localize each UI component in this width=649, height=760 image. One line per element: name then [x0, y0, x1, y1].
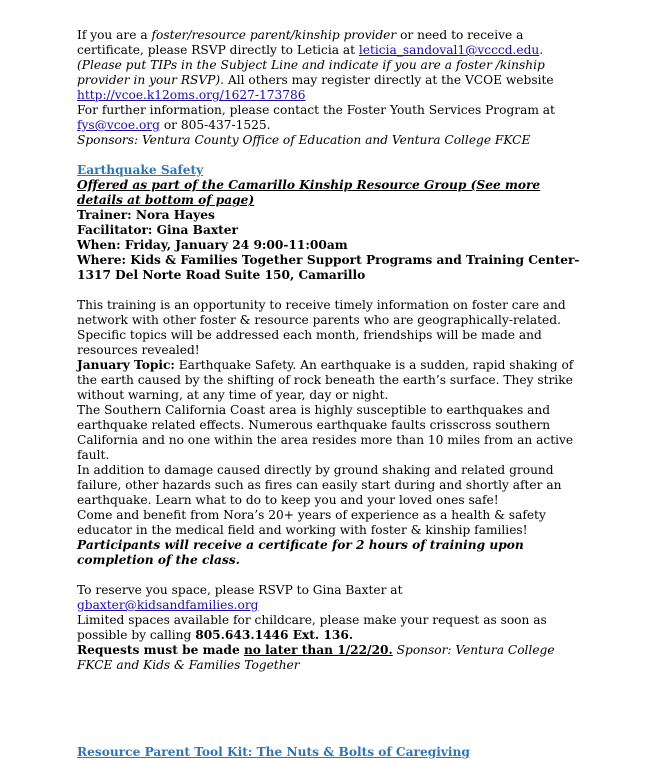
intro-text: . — [539, 43, 544, 57]
january-topic — [77, 358, 582, 403]
description-hazards: In addition to damage caused directly by ground shaking and related ground failure, other hazards such as fires can easily start during and shortly after an earthquake. Learn what to do to keep you and your loved ones safe! — [77, 463, 562, 507]
description-coast: The Southern California Coast area is highly susceptible to earthquakes and earthquake related effects. Numerous earthquake faults crisscross southern California and no one within the area resides more than 10 miles from an active fault. — [77, 403, 574, 462]
toolkit-heading[interactable] — [77, 745, 582, 760]
phone-text: or 805-437-1525. — [159, 118, 271, 132]
facilitator: Facilitator: Gina Baxter — [77, 223, 238, 237]
document-page — [77, 28, 582, 760]
deadline-label: Requests must be made — [77, 643, 244, 657]
intro-text: or need to receive a certificate, please RSVP directly to Leticia at — [77, 28, 524, 57]
topic-text: Earthquake Safety. An earthquake is a sudden, rapid shaking of the earth caused by the shifting of rock beneath the earth’s surface. They strike without warning, at any time of year, day or night. — [77, 358, 574, 402]
childcare-phone: 805.643.1446 Ext. 136. — [195, 628, 354, 642]
gbaxter-email-link[interactable]: gbaxter@kidsandfamilies.org — [77, 598, 259, 612]
topic-label: January Topic: — [77, 358, 175, 372]
event-where: Where: Kids & Families Together Support Programs and Training Center- 1317 Del Norte Road Suite 150, Camarillo — [77, 253, 580, 282]
description-benefit: Come and benefit from Nora’s 20+ years of experience as a health & safety educator in the medical field and working with foster & kinship families! — [77, 508, 546, 537]
intro-paragraph — [77, 28, 582, 103]
deadline-date: no later than 1/22/20. — [243, 643, 393, 657]
childcare-line — [77, 613, 582, 643]
fys-email-link[interactable]: fys@vcoe.org — [77, 118, 160, 132]
intro-text: All others may register directly at the VCOE website — [224, 73, 554, 87]
intro-text: If you are a — [77, 28, 152, 42]
intro-text-italic: foster/resource parent/kinship provider — [151, 28, 397, 42]
rsvp-text: To reserve you space, please RSVP to Gina Baxter at — [77, 583, 403, 597]
event-when: When: Friday, January 24 9:00-11:00am — [77, 238, 348, 252]
sponsors-line: Sponsors: Ventura County Office of Education and Ventura College FKCE — [77, 133, 531, 147]
rsvp-line — [77, 583, 582, 613]
earthquake-safety-heading[interactable] — [77, 163, 582, 178]
leticia-email-link[interactable]: leticia_sandoval1@vcccd.edu — [358, 43, 540, 57]
description-intro: This training is an opportunity to receive timely information on foster care and network with other foster & resource parents who are geographically-related. Specific topics will be addressed each month, friendships will be made and resources revealed! — [77, 298, 566, 357]
vcoe-website-link[interactable]: http://vcoe.k12oms.org/1627-173786 — [77, 88, 306, 102]
certificate-note: Participants will receive a certificate for 2 hours of training upon completion of the class. — [77, 538, 524, 567]
request-deadline — [77, 643, 582, 673]
further-info — [77, 103, 582, 133]
offered-as-part: Offered as part of the Camarillo Kinship Resource Group (See more details at bottom of page) — [77, 178, 541, 207]
further-info-text: For further information, please contact the Foster Youth Services Program at — [77, 103, 555, 117]
trainer: Trainer: Nora Hayes — [77, 208, 215, 222]
intro-note-italic: (Please put TIPs in the Subject Line and indicate if you are a foster /kinship provider in your RSVP). — [77, 58, 545, 87]
earthquake-safety-title[interactable]: Earthquake Safety — [77, 163, 204, 177]
deadline-sponsor: Sponsor: Ventura College FKCE and Kids & Families Together — [77, 643, 555, 672]
childcare-text: Limited spaces available for childcare, please make your request as soon as possible by calling — [77, 613, 547, 642]
toolkit-title[interactable]: Resource Parent Tool Kit: The Nuts & Bolts of Caregiving — [77, 745, 470, 759]
